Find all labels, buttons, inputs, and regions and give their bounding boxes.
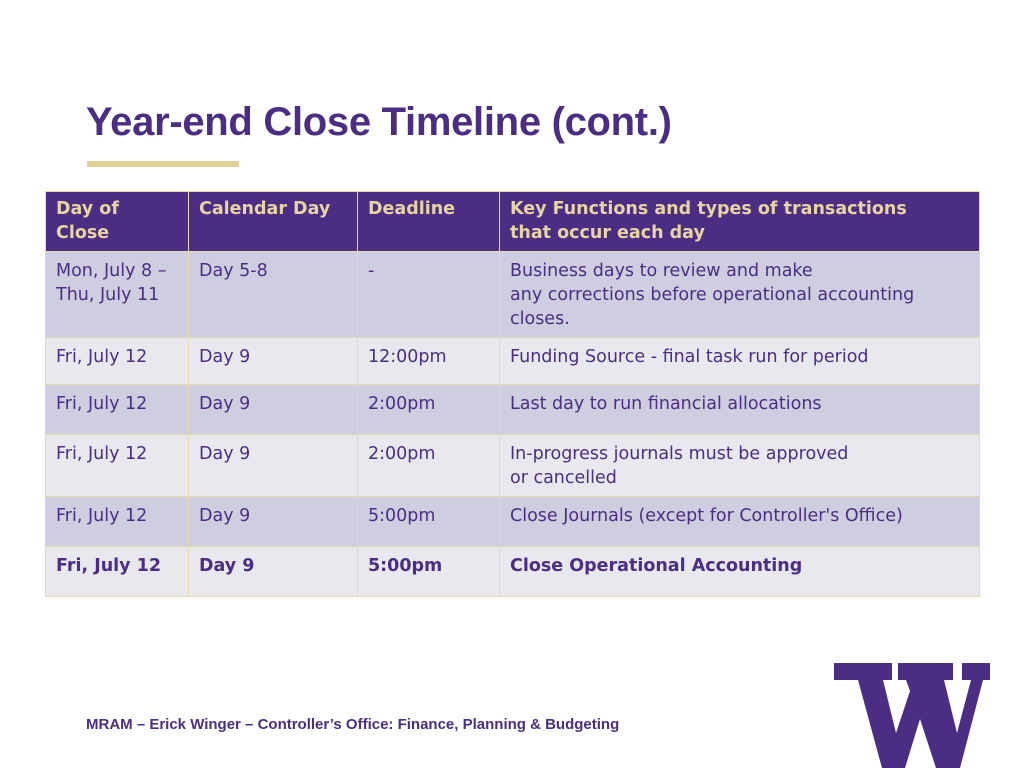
cell-calendar-day: Day 9 [189, 435, 358, 497]
cell-key-function: In-progress journals must be approved or cancelled [500, 435, 980, 497]
cell-key-function: Close Operational Accounting [500, 547, 980, 597]
cell-calendar-day: Day 9 [189, 547, 358, 597]
cell-day-of-close: Fri, July 12 [46, 497, 189, 547]
cell-calendar-day: Day 9 [189, 497, 358, 547]
title-underline [87, 161, 239, 167]
cell-calendar-day: Day 9 [189, 385, 358, 435]
cell-deadline: 2:00pm [358, 385, 500, 435]
table-header-row [46, 192, 980, 252]
cell-day-of-close: Fri, July 12 [46, 435, 189, 497]
cell-day-of-close: Fri, July 12 [46, 338, 189, 385]
cell-key-function: Business days to review and make any corrections before operational accounting closes. [500, 252, 980, 338]
cell-day-of-close: Mon, July 8 – Thu, July 11 [46, 252, 189, 338]
timeline-table [45, 191, 980, 597]
cell-key-function: Last day to run financial allocations [500, 385, 980, 435]
table-row [46, 497, 980, 547]
slide-title: Year-end Close Timeline (cont.) [86, 100, 672, 144]
cell-calendar-day: Day 9 [189, 338, 358, 385]
table-row [46, 338, 980, 385]
header-key-functions: Key Functions and types of transactions that occur each day [500, 192, 980, 252]
header-deadline: Deadline [358, 192, 500, 252]
cell-day-of-close: Fri, July 12 [46, 547, 189, 597]
cell-calendar-day: Day 5-8 [189, 252, 358, 338]
footer-text: MRAM – Erick Winger – Controller’s Office: Finance, Planning & Budgeting [86, 716, 620, 733]
table-row [46, 435, 980, 497]
cell-key-function: Funding Source - final task run for period [500, 338, 980, 385]
table-row [46, 547, 980, 597]
cell-deadline: 5:00pm [358, 497, 500, 547]
uw-w-logo [834, 663, 990, 768]
table-row [46, 252, 980, 338]
header-day-of-close: Day of Close [46, 192, 189, 252]
cell-deadline: 5:00pm [358, 547, 500, 597]
cell-deadline: 2:00pm [358, 435, 500, 497]
cell-deadline: 12:00pm [358, 338, 500, 385]
header-calendar-day: Calendar Day [189, 192, 358, 252]
cell-deadline: - [358, 252, 500, 338]
cell-day-of-close: Fri, July 12 [46, 385, 189, 435]
cell-key-function: Close Journals (except for Controller's Office) [500, 497, 980, 547]
table-row [46, 385, 980, 435]
